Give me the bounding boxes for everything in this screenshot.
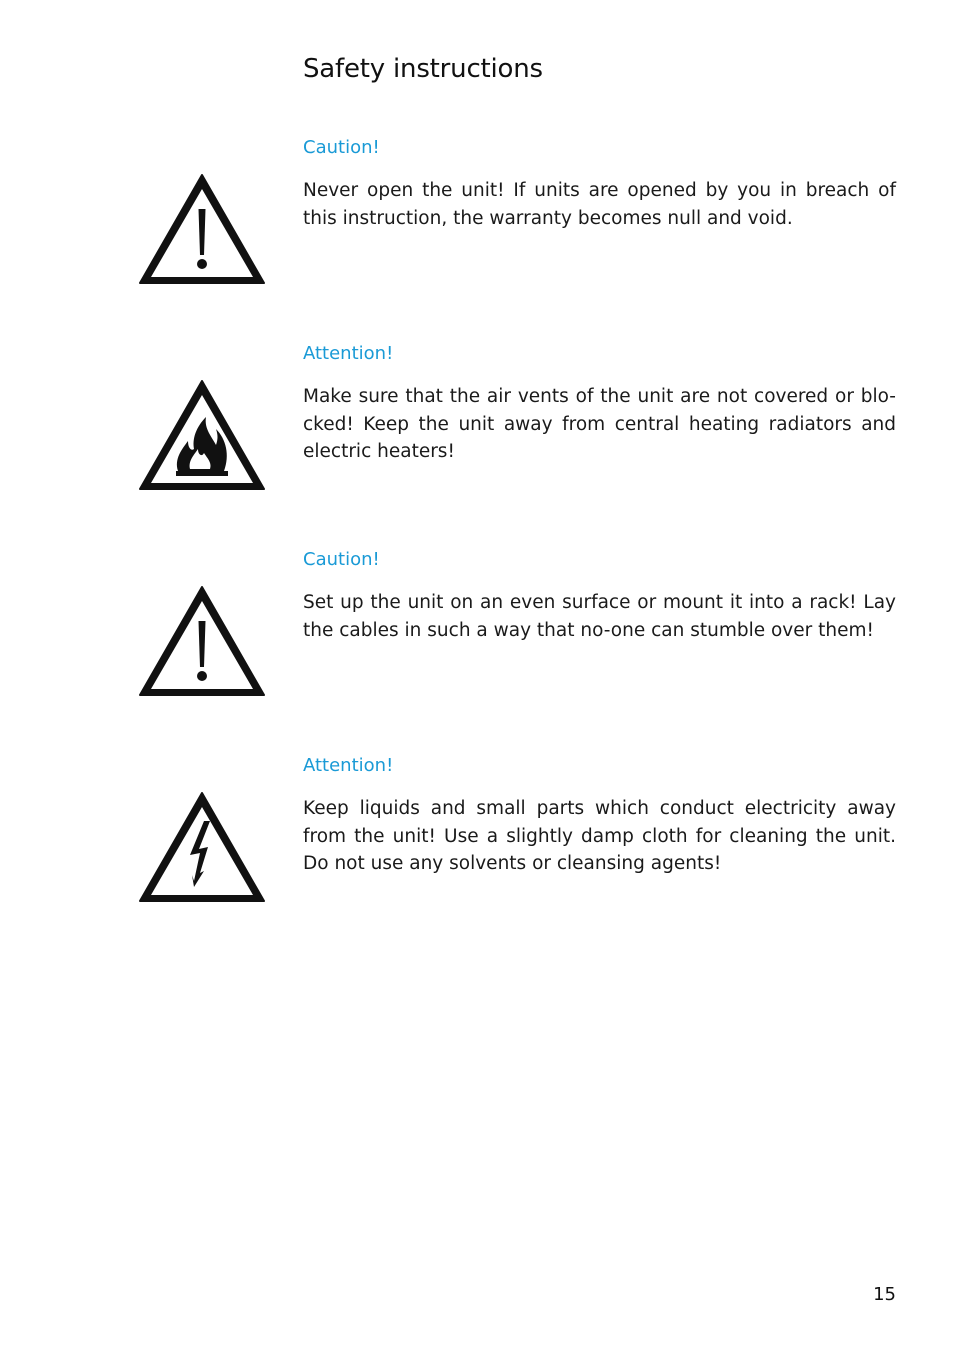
electric-shock-warning-icon	[138, 791, 266, 903]
section-heading: Caution!	[303, 137, 380, 158]
section-heading: Attention!	[303, 343, 394, 364]
section-text: Make sure that the air vents of the unit are not covered or blo-cked! Keep the unit away from central heating radiators and electric heaters!	[303, 386, 896, 462]
page-number: 15	[873, 1284, 896, 1305]
fire-warning-icon	[138, 379, 266, 491]
safety-section-liquids	[0, 754, 954, 954]
section-heading: Attention!	[303, 755, 394, 776]
section-heading: Caution!	[303, 549, 380, 570]
section-text: Keep liquids and small parts which conduct electricity away from the unit! Use a slightly damp cloth for cleaning the unit. Do not use any solvents or cleansing agents!	[303, 798, 896, 874]
section-text: Set up the unit on an even surface or mount it into a rack! Lay the cables in such a way that no-one can stumble over them!	[303, 592, 896, 641]
safety-section-even-surface	[0, 548, 954, 748]
exclamation-warning-icon	[138, 585, 266, 697]
safety-section-air-vents	[0, 342, 954, 542]
exclamation-warning-icon	[138, 173, 266, 285]
section-text: Never open the unit! If units are opened by you in breach of this instruction, the warranty becomes null and void.	[303, 180, 896, 229]
safety-section-open-unit	[0, 136, 954, 336]
page-title: Safety instructions	[303, 54, 543, 84]
